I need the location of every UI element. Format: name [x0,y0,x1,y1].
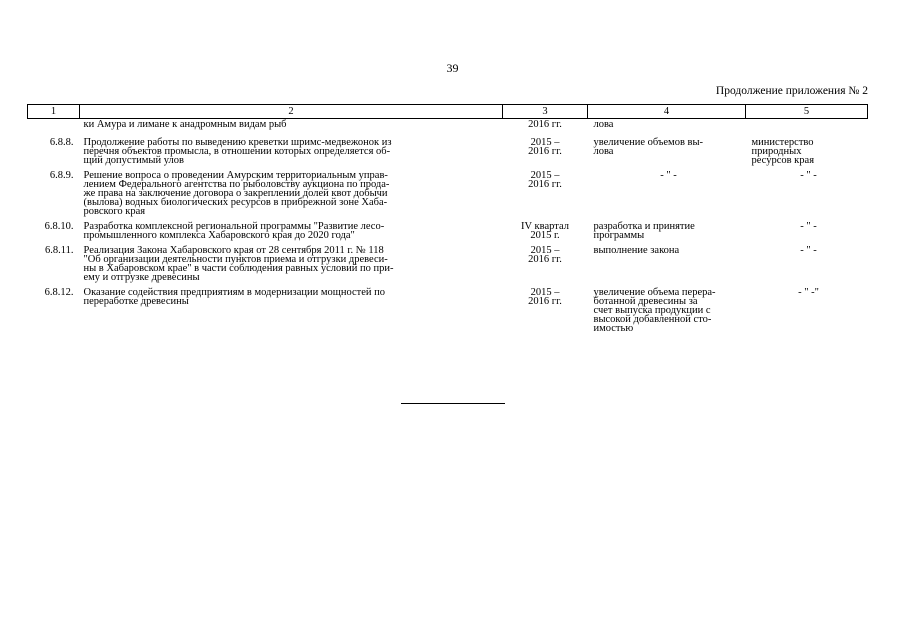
item-period: 2015 – 2016 гг. [528,287,562,307]
item-result: - " - [660,170,677,181]
item-responsible: - " - [800,245,817,256]
item-period: 2015 – 2016 гг. [528,137,562,157]
item-result: увеличение объема перера- ботанной древесины за счет выпуска продукции с высокой добавленной сто- имостью [593,287,716,334]
item-number: 6.8.8. [49,137,74,148]
item-result: разработка и принятие программы [593,221,695,241]
table-row [28,282,868,333]
item-period: 2015 – 2016 гг. [528,170,562,190]
column-header-3: 3 [503,105,588,119]
item-responsible: - " - [800,221,817,232]
table-row-continued [28,119,868,133]
item-responsible: - " - [800,170,817,181]
table-row [28,165,868,216]
item-description: Оказание содействия предприятиям в модернизации мощностей по переработке древесины [83,287,385,307]
item-number: 6.8.11. [45,245,74,256]
table-row [28,132,868,165]
item-responsible: министерство природных ресурсов края [751,137,815,166]
item-period: 2015 – 2016 гг. [528,245,562,265]
item-number: 6.8.10. [44,221,74,232]
item-period: 2016 гг. [528,119,562,130]
item-description: Разработка комплексной региональной программы "Развитие лесо- промышленного комплекса Хабаровского края до 2020 года" [83,221,385,241]
item-number [28,119,80,133]
item-description: Реализация Закона Хабаровского края от 28 сентября 2011 г. № 118 "Об организации деятельности пунктов приема и отгрузки древеси- ны в Хабаровском крае" в части соблюдения равных условий по при- ему и отгрузке древесины [83,245,394,283]
table-header-row [28,105,868,119]
table-row [28,240,868,282]
item-number: 6.8.12. [44,287,74,298]
column-header-4: 4 [588,105,746,119]
activities-table [27,104,868,333]
column-header-2: 2 [80,105,503,119]
item-description: ки Амура и лимане к анадромным видам рыб [83,119,287,130]
item-responsible: - " -" [798,287,819,298]
appendix-continuation-label: Продолжение приложения № 2 [715,85,868,97]
end-of-table-rule [401,403,505,404]
item-period: IV квартал 2015 г. [521,221,569,241]
item-description: Решение вопроса о проведении Амурским территориальным управ- лением Федерального агентства по рыболовству аукциона по прода- же права на заключение договора о закреплении долей квот добычи (вылова) водных биологических ресурсов в прибрежной зоне Хаба- ровского края [83,170,390,217]
page-number: 39 [446,61,459,75]
item-number: 6.8.9. [49,170,74,181]
table-row [28,216,868,240]
column-header-5: 5 [746,105,868,119]
column-header-1: 1 [28,105,80,119]
item-result: лова [593,119,614,130]
item-description: Продолжение работы по выведению креветки шримс-медвежонок из перечня объектов промысла, в отношении которых определяется об- щий допустимый улов [83,137,392,166]
item-result: увеличение объемов вы- лова [593,137,704,157]
item-result: выполнение закона [593,245,680,256]
